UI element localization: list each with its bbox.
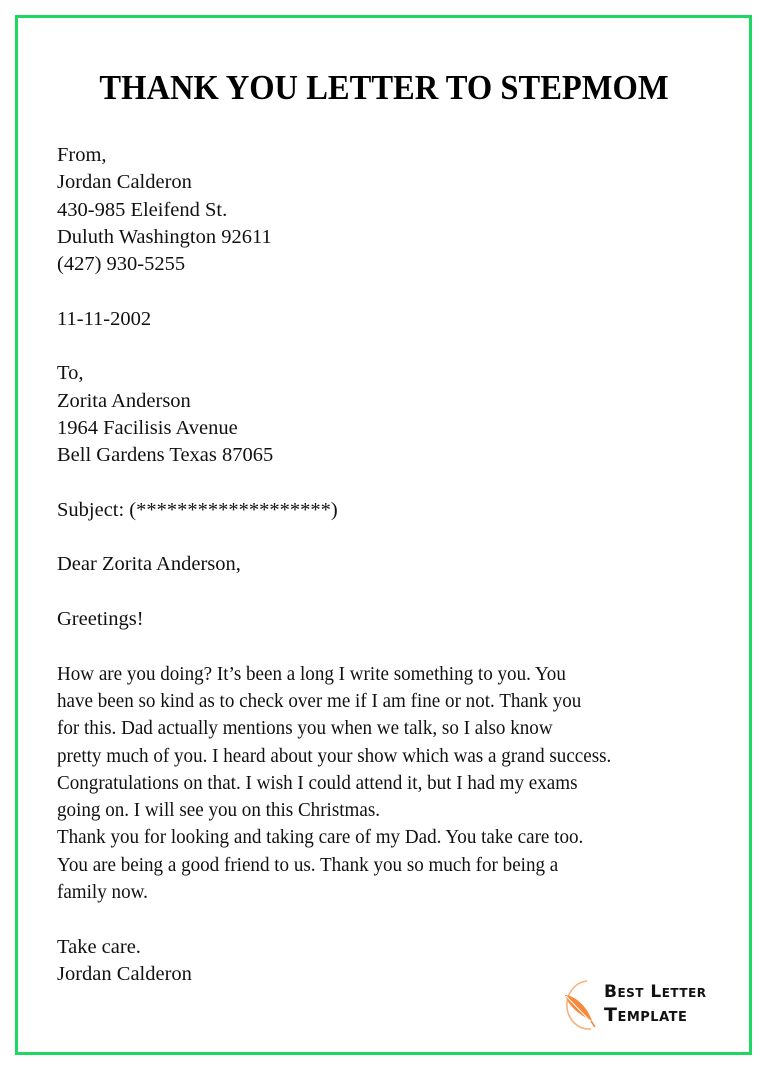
sender-phone: (427) 930-5255 <box>57 253 186 276</box>
spacer <box>57 470 747 497</box>
recipient-block <box>57 360 747 469</box>
spacer <box>57 333 747 360</box>
body-line: going on. I will see you on this Christmas. <box>57 799 381 822</box>
feather-quill-icon <box>557 977 603 1033</box>
signature: Jordan Calderon <box>57 962 192 985</box>
sender-block <box>57 142 747 278</box>
body-line: have been so kind as to check over me if I am fine or not. Thank you <box>57 689 582 712</box>
letter-title: THANK YOU LETTER TO STEPMOM <box>99 68 669 107</box>
spacer <box>57 278 747 305</box>
salutation: Dear Zorita Anderson, <box>57 553 241 576</box>
subject-line: Subject: (*******************) <box>57 498 338 521</box>
brand-name <box>604 981 707 1027</box>
spacer <box>57 579 747 606</box>
recipient-label: To, <box>57 362 84 385</box>
body-line: family now. <box>57 881 148 904</box>
body-line: How are you doing? It’s been a long I write something to you. You <box>57 662 566 685</box>
letter-content <box>57 142 747 988</box>
letter-body <box>57 661 747 907</box>
greeting: Greetings! <box>57 608 144 631</box>
recipient-city: Bell Gardens Texas 87065 <box>57 444 274 467</box>
spacer <box>57 524 747 551</box>
body-line: You are being a good friend to us. Thank you so much for being a <box>57 853 559 876</box>
recipient-name: Zorita Anderson <box>57 389 191 412</box>
body-line: Thank you for looking and taking care of my Dad. You take care too. <box>57 826 584 849</box>
brand-line-2: Template <box>604 1004 688 1026</box>
letter-date: 11-11-2002 <box>57 307 152 330</box>
body-line: pretty much of you. I heard about your show which was a grand success. <box>57 744 612 767</box>
spacer <box>57 906 747 933</box>
sender-label: From, <box>57 144 107 166</box>
sender-street: 430-985 Eleifend St. <box>57 198 228 221</box>
body-line: for this. Dad actually mentions you when we talk, so I also know <box>57 717 553 740</box>
sender-name: Jordan Calderon <box>57 171 192 194</box>
recipient-street: 1964 Facilisis Avenue <box>57 416 238 439</box>
body-line: Congratulations on that. I wish I could attend it, but I had my exams <box>57 771 578 794</box>
sender-city: Duluth Washington 92611 <box>57 225 272 248</box>
brand-logo <box>557 977 717 1033</box>
closing-phrase: Take care. <box>57 935 141 958</box>
brand-line-1: Best Letter <box>604 982 707 1002</box>
spacer <box>57 633 747 660</box>
